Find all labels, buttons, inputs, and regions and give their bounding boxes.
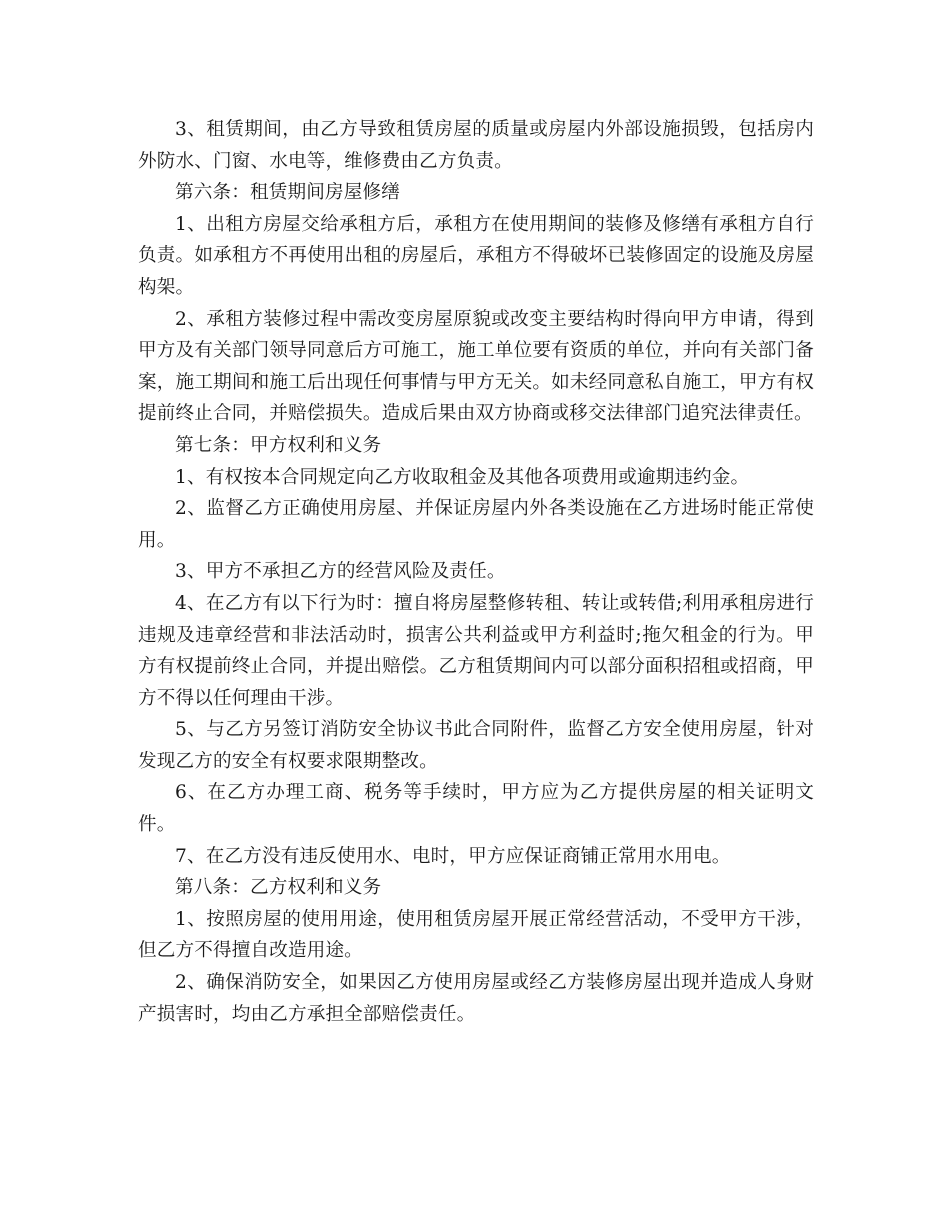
section-heading-article-8: 第八条：乙方权利和义务 (175, 877, 382, 899)
document-page (138, 114, 814, 1030)
paragraph-clause-5-item-3: 3、租赁期间，由乙方导致租赁房屋的质量或房屋内外部设施损毁，包括房内外防水、门窗、水电等，维修费由乙方负责。 (138, 119, 814, 172)
paragraph-article-7-item-2: 2、监督乙方正确使用房屋、并保证房屋内外各类设施在乙方进场时能正常使用。 (138, 498, 814, 551)
paragraph-article-7-item-3: 3、甲方不承担乙方的经营风险及责任。 (175, 561, 506, 583)
paragraph-article-7-item-6: 6、在乙方办理工商、税务等手续时，甲方应为乙方提供房屋的相关证明文件。 (138, 782, 814, 836)
section-heading-article-7: 第七条：甲方权利和义务 (175, 434, 382, 456)
paragraph-article-6-item-2: 2、承租方装修过程中需改变房屋原貌或改变主要结构时得向甲方申请，得到甲方及有关部门领导同意后方可施工，施工单位要有资质的单位，并向有关部门备案，施工期间和施工后出现任何事情与甲方无关。如未经同意私自施工，甲方有权提前终止合同，并赔偿损失。造成后果由双方协商或移交法律部门追究法律责任。 (138, 308, 814, 425)
paragraph-article-7-item-5: 5、与乙方另签订消防安全协议书此合同附件，监督乙方安全使用房屋，针对发现乙方的安全有权要求限期整改。 (138, 719, 814, 772)
paragraph-article-7-item-1: 1、有权按本合同规定向乙方收取租金及其他各项费用或逾期违约金。 (175, 466, 750, 488)
paragraph-article-7-item-4: 4、在乙方有以下行为时：擅自将房屋整修转租、转让或转借;利用承租房进行违规及违章经营和非法活动时，损害公共利益或甲方利益时;拖欠租金的行为。甲方有权提前终止合同，并提出赔偿。乙方租赁期间内可以部分面积招租或招商，甲方不得以任何理由干涉。 (138, 592, 814, 709)
paragraph-article-8-item-1: 1、按照房屋的使用用途，使用租赁房屋开展正常经营活动，不受甲方干涉，但乙方不得擅自改造用途。 (138, 908, 814, 962)
section-heading-article-6: 第六条：租赁期间房屋修缮 (175, 182, 400, 204)
paragraph-article-8-item-2: 2、确保消防安全，如果因乙方使用房屋或经乙方装修房屋出现并造成人身财产损害时，均由乙方承担全部赔偿责任。 (138, 972, 814, 1025)
paragraph-article-7-item-7: 7、在乙方没有违反使用水、电时，甲方应保证商铺正常用水用电。 (175, 845, 731, 867)
paragraph-article-6-item-1: 1、出租方房屋交给承租方后，承租方在使用期间的装修及修缮有承租方自行负责。如承租方不再使用出租的房屋后，承租方不得破坏已装修固定的设施及房屋构架。 (138, 213, 814, 298)
